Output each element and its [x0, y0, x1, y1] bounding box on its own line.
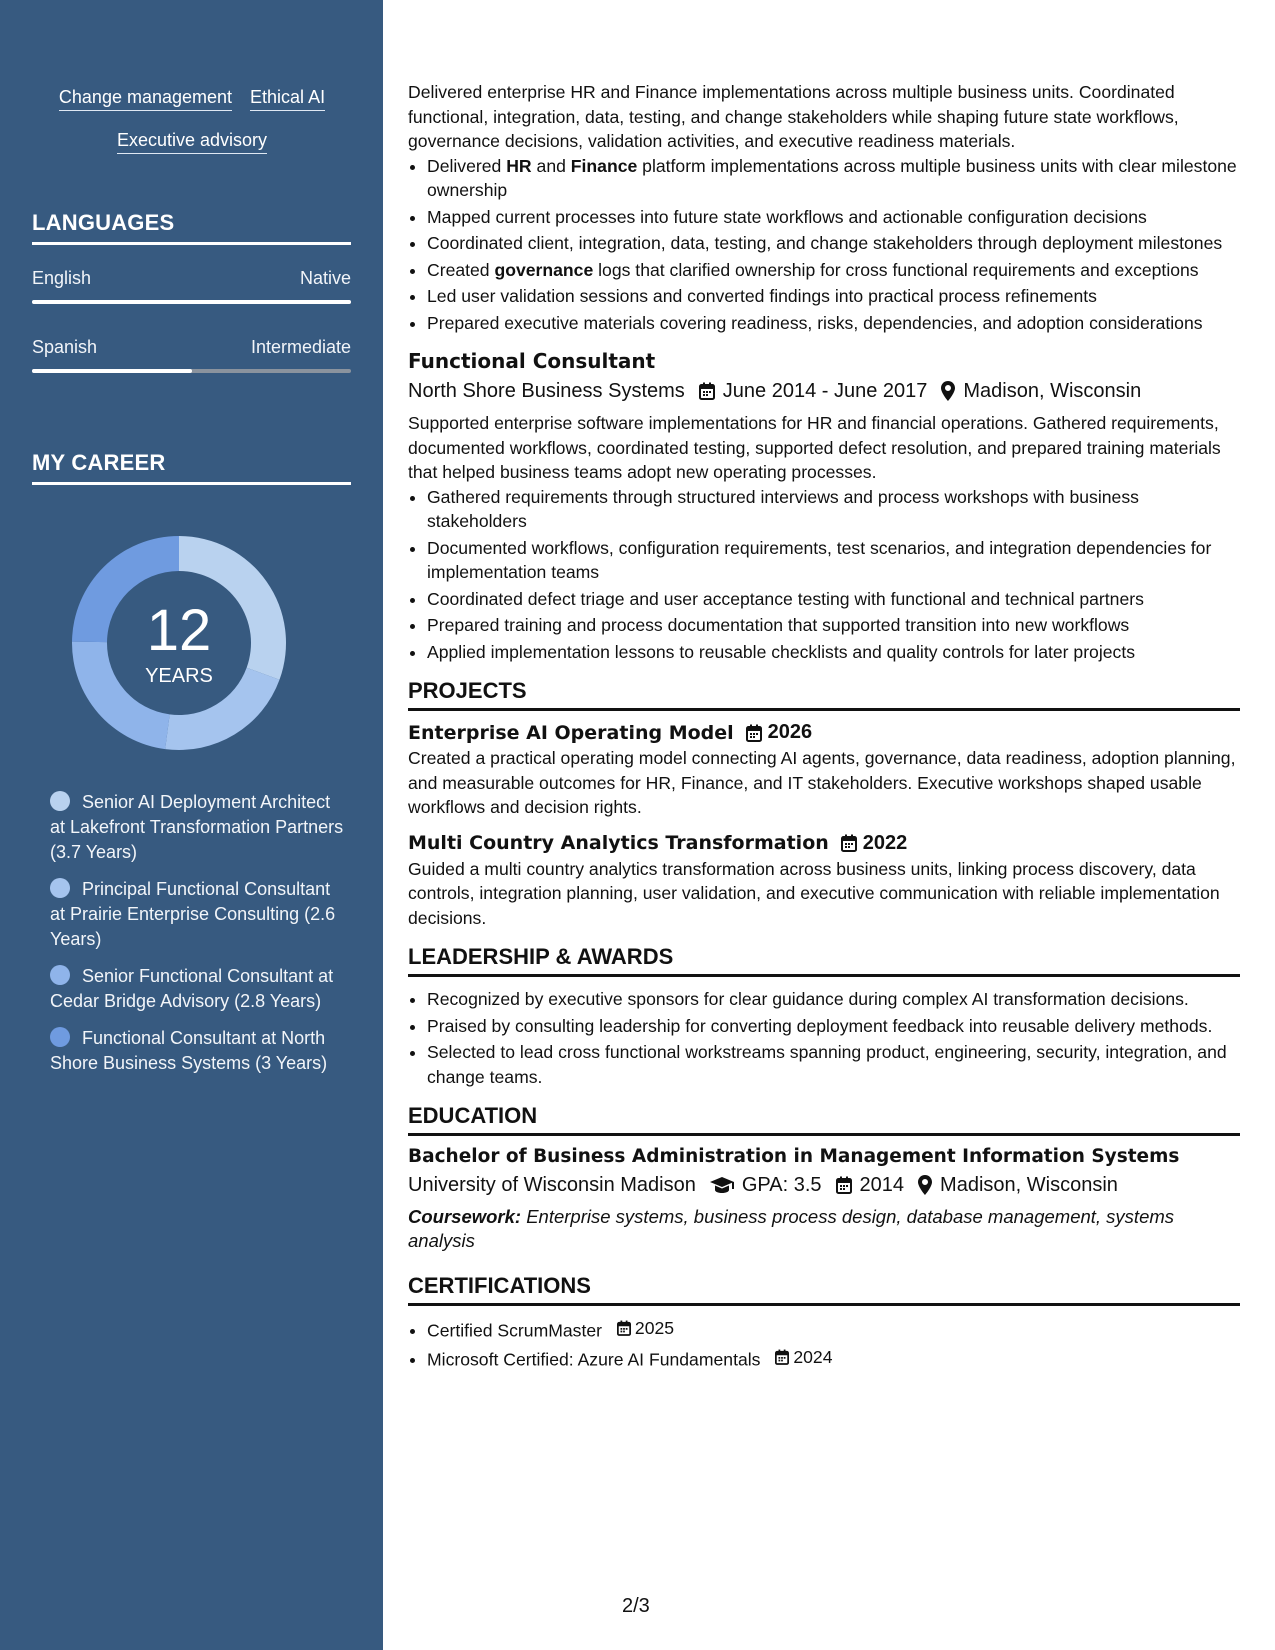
career-legend-dot — [50, 1027, 70, 1047]
language-row — [32, 337, 351, 358]
job-location: Madison, Wisconsin — [963, 380, 1142, 402]
certification-name: Microsoft Certified: Azure AI Fundamentals — [427, 1349, 761, 1369]
certifications-list — [408, 1316, 1240, 1372]
education-meta — [408, 1171, 1240, 1199]
certification-year: 2024 — [793, 1346, 833, 1367]
calendar-icon — [699, 382, 715, 400]
certification-item — [427, 1316, 1240, 1343]
skills-list — [32, 86, 352, 172]
job-bullet: • Gathered requirements through structured interviews and process workshops with business stakeholders — [427, 485, 1240, 534]
career-item — [50, 790, 350, 865]
job-bullet: • Coordinated defect triage and user acceptance testing with functional and technical partners — [427, 587, 1240, 612]
school-name: University of Wisconsin Madison — [408, 1174, 696, 1196]
project-year: 2026 — [767, 721, 813, 743]
job-meta — [408, 377, 1240, 405]
location-pin-icon — [941, 381, 955, 401]
calendar-icon — [775, 1349, 789, 1365]
job-bullet: • Created governance logs that clarified ownership for cross functional requirements and exceptions — [427, 258, 1240, 283]
language-name: Spanish — [32, 337, 98, 357]
job-bullets — [408, 154, 1240, 336]
calendar-icon — [841, 834, 857, 852]
job-bullet: • Delivered HR and Finance platform implementations across multiple business units with clear milestone ownership — [427, 154, 1240, 203]
language-level: Intermediate — [250, 337, 351, 357]
career-list — [50, 790, 350, 1088]
job-bullet: • Coordinated client, integration, data, testing, and change stakeholders through deployment milestones — [427, 231, 1240, 256]
education-year: 2014 — [859, 1174, 905, 1196]
degree-title: Bachelor of Business Administration in Management Information Systems — [408, 1146, 1180, 1167]
job-summary: Supported enterprise software implementations for HR and financial operations. Gathered requirements, documented workflows, coordinated testing, supported defect resolution, and prepared training materials that helped business teams adopt new operating processes. — [408, 413, 1221, 482]
page-number: 2/3 — [622, 1595, 650, 1617]
career-item-text: Senior AI Deployment Architect at Lakefront Transformation Partners (3.7 Years) — [50, 792, 344, 862]
education-location: Madison, Wisconsin — [940, 1174, 1118, 1196]
education-gpa: GPA: 3.5 — [741, 1174, 822, 1196]
job-summary: Delivered enterprise HR and Finance implementations across multiple business units. Coordinated functional, integration, data, testing, and change stakeholders while shaping future state workflows, governance decisions, validation activities, and executive readiness materials. — [408, 82, 1179, 151]
projects-heading: PROJECTS — [408, 678, 1240, 711]
career-legend-dot — [50, 878, 70, 898]
sidebar — [0, 0, 383, 1650]
language-proficiency-fill — [32, 300, 351, 304]
career-item — [50, 964, 350, 1014]
education-heading: EDUCATION — [408, 1103, 1240, 1136]
skill-tag: Change management — [59, 86, 232, 111]
graduation-cap-icon — [710, 1176, 734, 1194]
career-item-text: Principal Functional Consultant at Prairie Enterprise Consulting (2.6 Years) — [50, 879, 336, 949]
certification-name: Certified ScrumMaster — [427, 1320, 603, 1341]
coursework — [408, 1205, 1240, 1253]
job-bullet: • Applied implementation lessons to reusable checklists and quality controls for later projects — [427, 640, 1240, 665]
career-legend-dot — [50, 791, 70, 811]
project-title: Multi Country Analytics Transformation — [408, 832, 829, 854]
career-total-unit: YEARS — [145, 665, 213, 687]
job-bullet: • Mapped current processes into future state workflows and actionable configuration decisions — [427, 205, 1240, 230]
project-description: Guided a multi country analytics transformation across business units, linking process discovery, data controls, integration planning, user validation, and executive communication with reliable implementation decisions. — [408, 858, 1220, 928]
language-proficiency-bar — [32, 369, 351, 373]
career-item-text: Functional Consultant at North Shore Business Systems (3 Years) — [50, 1028, 328, 1073]
project-year: 2022 — [862, 831, 908, 854]
award-item: • Selected to lead cross functional workstreams spanning product, engineering, security, integration, and change teams. — [427, 1040, 1240, 1089]
project-title-row — [408, 832, 1240, 855]
career-legend-dot — [50, 965, 70, 985]
project-title-row — [408, 721, 1240, 744]
job-title: Functional Consultant — [408, 349, 656, 373]
job-dates: June 2014 - June 2017 — [722, 380, 928, 402]
job-company: North Shore Business Systems — [408, 380, 685, 402]
job-bullets — [408, 485, 1240, 665]
job-bullet: • Prepared training and process documentation that supported transition into new workflows — [427, 613, 1240, 638]
project-title: Enterprise AI Operating Model — [408, 721, 734, 744]
awards-list — [408, 987, 1240, 1089]
coursework-label: Coursework: — [408, 1206, 522, 1227]
main-content — [408, 80, 1240, 1374]
skill-tag: Ethical AI — [250, 86, 325, 111]
language-level: Native — [299, 268, 351, 288]
calendar-icon — [617, 1320, 631, 1336]
certifications-heading: CERTIFICATIONS — [408, 1273, 1240, 1306]
calendar-icon — [836, 1176, 852, 1194]
career-total-number: 12 — [146, 598, 212, 663]
career-heading: MY CAREER — [32, 450, 351, 485]
language-row — [32, 268, 351, 289]
job-bullet: • Led user validation sessions and converted findings into practical process refinements — [427, 284, 1240, 309]
project-description: Created a practical operating model connecting AI agents, governance, data readiness, adoption planning, and measurable outcomes for HR, Finance, and IT stakeholders. Executive workshops shaped usable workflows and decision rights. — [408, 748, 1236, 817]
job-bullet: • Prepared executive materials covering readiness, risks, dependencies, and adoption considerations — [427, 311, 1240, 336]
job-bullet: • Documented workflows, configuration requirements, test scenarios, and integration dependencies for implementation teams — [427, 536, 1240, 585]
language-name: English — [32, 268, 92, 288]
coursework-text: Enterprise systems, business process design, database management, systems analysis — [408, 1206, 1175, 1251]
languages-heading: LANGUAGES — [32, 210, 351, 245]
location-pin-icon — [918, 1175, 932, 1195]
language-proficiency-bar — [32, 300, 351, 304]
skill-tag: Executive advisory — [117, 129, 267, 154]
career-donut-chart — [66, 530, 292, 756]
career-item-text: Senior Functional Consultant at Cedar Bridge Advisory (2.8 Years) — [50, 966, 334, 1011]
career-item — [50, 1026, 350, 1076]
language-proficiency-fill — [32, 369, 192, 373]
career-item — [50, 877, 350, 952]
certification-item — [427, 1345, 1240, 1372]
certification-year: 2025 — [634, 1318, 675, 1338]
award-item: • Praised by consulting leadership for converting deployment feedback into reusable delivery methods. — [427, 1014, 1240, 1039]
awards-heading: LEADERSHIP & AWARDS — [408, 944, 1240, 977]
calendar-icon — [746, 724, 762, 742]
award-item: • Recognized by executive sponsors for clear guidance during complex AI transformation decisions. — [427, 987, 1240, 1012]
